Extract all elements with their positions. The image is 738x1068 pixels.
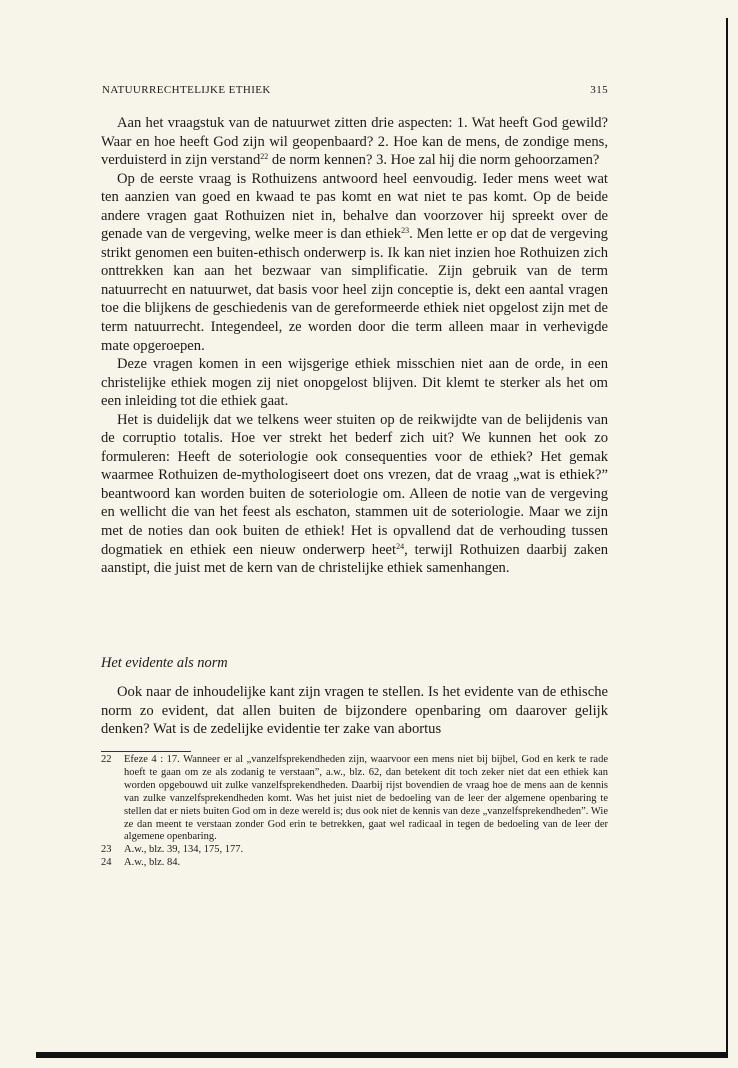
footnote-text: A.w., blz. 39, 134, 175, 177. [124, 844, 244, 856]
footnote [101, 844, 608, 857]
running-title: NATUURRECHTELIJKE ETHIEK [102, 84, 271, 96]
footnote [101, 754, 608, 844]
footnote-number: 24 [101, 857, 112, 869]
section-heading: Het evidente als norm [101, 655, 228, 671]
footnote-number: 23 [101, 844, 112, 856]
paragraph: Ook naar de inhoudelijke kant zijn vragen te stellen. Is het evidente van de ethische norm zo evident, dat allen buiten de bijzondere openbaring om daarover gelijk denken? Wat is de zedelijke evidentie ter zake van abortus [101, 684, 608, 737]
footnote-ref[interactable]: 23 [401, 226, 410, 236]
footnote-number: 22 [101, 754, 112, 765]
footnote-divider [101, 751, 191, 752]
footnote-text: A.w., blz. 84. [124, 857, 181, 869]
paragraph: Aan het vraagstuk van de natuurwet zitten drie aspecten: 1. Wat heeft God gewild? Waar en hoe heeft God zijn wil geopenbaard? 2. Hoe kan de mens, de zondige mens, verduisterd in zijn verstand$^{22}$ de norm kennen? 3. Hoe zal hij die norm gehoorzamen? [101, 115, 608, 169]
paragraph: Op de eerste vraag is Rothuizens antwoord heel eenvoudig. Ieder mens weet wat ten aanzien van goed en kwaad te pas komt en wat niet te pas komt. Op de beide andere vragen gaat Rothuizen niet in, behalve dan voorzover hij spreekt over de genade van de vergeving, welke meer is dan ethiek$^{23}$. Men lette er op dat de vergeving strikt genomen een buiten-ethisch onderwerp is. Ik kan niet inzien hoe Rothuizen zich onttrekken kan aan het bezwaar van simplificatie. Zijn gebruik van de term natuurrecht en natuurwet, dat basis voor heel zijn conceptie is, dekt een aantal vragen toe die blijkens de geschiedenis van de gereformeerde ethiek niet opgelost zijn met de term natuurrecht. Integendeel, ze worden door die term alleen maar in verhevigde mate opgeroepen. [101, 170, 608, 354]
paragraph: Deze vragen komen in een wijsgerige ethiek misschien niet aan de orde, in een christelijke ethiek mogen zij niet onopgelost blijven. Dit klemt te sterker als het om een inleiding tot die ethiek gaat. [101, 356, 608, 410]
footnote-ref[interactable]: 22 [260, 152, 269, 162]
running-header [102, 84, 608, 96]
footnotes [101, 754, 608, 870]
paragraph: Het is duidelijk dat we telkens weer stuiten op de reikwijdte van de belijdenis van de corruptio totalis. Hoe ver strekt het bederf zich uit? We kunnen het ook zo formuleren: Heeft de soteriologie ook consequenties voor de ethiek? Het gemak waarmee Rothuizen de-mythologiseert doet ons vrezen, dat de vraag „wat is ethiek?” beantwoord kan worden buiten de soteriologie om. Alleen de notie van de vergeving en wellicht die van het feest als eschaton, stammen uit de soteriologie. Maar we zijn met de noties dan ook buiten de ethiek! Het is opvallend dat de verhouding tussen dogmatiek en ethiek een nieuw onderwerp heet$^{24}$, terwijl Rothuizen daarbij zaken aanstipt, die juist met de kern van de christelijke ethiek samenhangen. [101, 411, 608, 577]
main-text [101, 114, 608, 578]
footnote [101, 857, 608, 870]
footnote-ref[interactable]: 24 [396, 541, 405, 551]
footnote-text: Efeze 4 : 17. Wanneer er al „vanzelfsprekendheden zijn, waarvoor een mens niet bij bijbel, God en kerk te rade hoeft te gaan om ze als zodanig te verstaan”, a.w., blz. 62, dan betekent dit toch zeker niet dat een ethiek kan worden opgebouwd uit zulke vanzelfsprekendheden. Daarbij rijst bovendien de vraag hoe de mens aan de kennis van zulke vanzelfsprekendheden komt. Was het juist niet de bedoeling van de leer der algemene openbaring te stellen dat er niets buiten God om in deze wereld is; dus ook niet de kennis van deze „vanzelfsprekendheden”. Wie ze dan meent te verstaan zonder God erin te betrekken, gaat wel radicaal in tegen de bedoeling van de leer der algemene openbaring. [124, 754, 608, 843]
page-edge-right [726, 18, 728, 1058]
page-edge-bottom [36, 1052, 728, 1058]
section-text [101, 683, 608, 739]
page-number: 315 [590, 84, 608, 96]
